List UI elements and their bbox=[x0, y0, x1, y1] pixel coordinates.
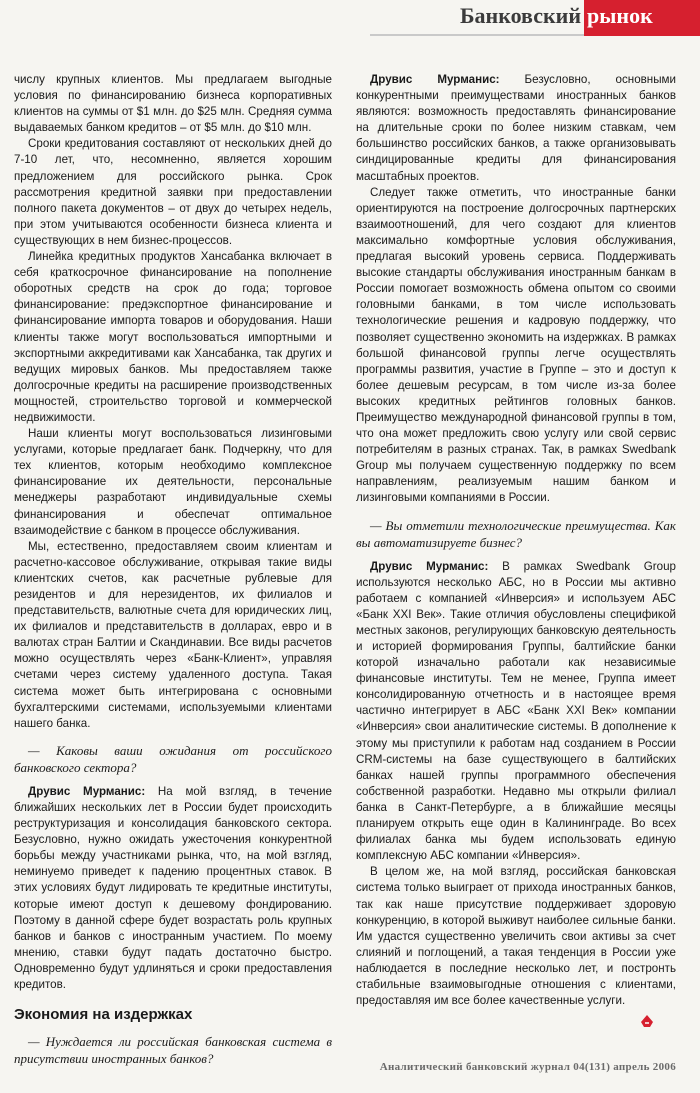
paragraph: числу крупных клиентов. Мы предлагаем выгодные условия по финансированию бизнеса корпоративных клиентов на суммы от $1 млн. до $25 млн. Средняя сумма выдаваемых банком кредитов – от $5 млн. до $10 млн. bbox=[14, 73, 332, 135]
right-column bbox=[356, 72, 676, 1009]
paragraph: Мы, естественно, предоставляем своим клиентам и расчетно-кассовое обслуживание, открывая такие виды клиентских счетов, как расчетные рублевые для резидентов и для нерезидентов, их филиалов и представительств, валютные счета для юридических лиц, их филиалов и представительств в долларах, евро и в валютах стран Балтии и Скандинавии. Все виды расчетов можно осуществлять через «Банк-Клиент», управляя счетами через систему удаленного доступа. Такая система может быть интегрирована с основными бухгалтерскими системами, используемыми клиентами нашего банка. bbox=[14, 539, 332, 730]
interview-question: — Нуждается ли российская банковская система в присутствии иностранных банков? bbox=[14, 1034, 332, 1067]
answer-paragraph bbox=[356, 559, 676, 865]
paragraph: Наши клиенты могут воспользоваться лизинговыми услугами, которые предлагает банк. Подчеркну, что для тех клиентов, которым необходимо комплексное финансирование их деятельности, персональные менеджеры разработают индивидуальные схемы финансирования и обеспечат оптимальное взаимодействие с банком в процессе обслуживания. bbox=[14, 427, 332, 537]
interview-question: — Вы отметили технологические преимущества. Как вы автоматизируете бизнес? bbox=[356, 517, 676, 550]
speaker-name: Друвис Мурманис: bbox=[370, 559, 489, 573]
speaker-name: Друвис Мурманис: bbox=[370, 73, 500, 86]
rubric-part1: Банковский bbox=[370, 0, 584, 36]
paragraph: Следует также отметить, что иностранные банки ориентируются на построение долгосрочных партнерских взаимоотношений, для чего создают для клиентов максимально комфортные условия обслуживания, предлагая высокий уровень сервиса. Поддерживать высокие стандарты обслуживания иностранным банкам в России помогает возможность обмена опытом со своими головными банками, в том числе использовать технологические решения и кадровую поддержку, что позволяет существенно экономить на издержках. В рамках большой финансовой группы легче осуществлять программы развития, участие в Группе – это и доступ к более дешевым ресурсам, в том числе из-за более высоких кредитных рейтингов головных банков. Преимущество международной финансовой группы в том, что она может предложить свою услугу или свой сервис потребителям в разных странах. Так, в рамках Swedbank Group мы получаем существенную поддержку по всем направлениям, реализуемым нашим банком и лизинговыми компаниями в России. bbox=[356, 185, 676, 505]
answer-text: Безусловно, основными конкурентными преимуществами иностранных банков являются: возможность предоставлять финансирование на длительные сроки по более низким ставкам, чем большинство российских банков, а также организовывать синдицированные кредиты для финансирования масштабных проектов. bbox=[356, 73, 676, 183]
paragraph: Сроки кредитования составляют от нескольких дней до 7-10 лет, что, несомненно, является хорошим предложением для российского рынка. Срок рассмотрения кредитной заявки при предоставлении полного пакета документов – от двух до четырех недель, при этом учитываются особенности бизнеса клиента и существующих в нем бизнес-процессов. bbox=[14, 137, 332, 247]
answer-paragraph bbox=[14, 784, 332, 993]
rubric-part2: рынок bbox=[584, 0, 700, 36]
answer-paragraph bbox=[356, 72, 676, 185]
speaker-name: Друвис Мурманис: bbox=[28, 784, 146, 798]
answer-text: На мой взгляд, в течение ближайших нескольких лет в России будет происходить реструктуризация и консолидация банковского сектора. Безусловно, нужно ожидать ужесточения конкурентной борьбы между участниками рынка, что, на мой взгляд, неминуемо приведет к падению процентных ставок. В этих условиях будут лидировать те кредитные институты, которые имеют доступ к дешевому фондированию. Поэтому в данной сфере будет возрастать роль крупных банков и банков с иностранным участием. По моему мнению, ставки будут падать достаточно быстро. Одновременно будут удлиняться и сроки предоставления кредитов. bbox=[14, 784, 332, 991]
end-mark-icon bbox=[640, 1014, 654, 1028]
answer-text: В рамках Swedbank Group используются несколько АБС, но в России мы активно работаем с компанией «Инверсия» и используем АБС «Банк XXI Век». Такие отличия обусловлены спецификой местных законов, регулирующих банковскую деятельность и историей формирования Группы, балтийские банки которой изначально работали как независимые финансовые институты. Тем не менее, Группа имеет консолидированную отчетность и в настоящее время частично интегрирует в АБС «Банк XXI Век» компании «Инверсия» свои аналитические системы. В дополнение к этому мы приступили к работам над созданием в России CRM-системы на базе существующего в балтийских банках нашей группы программного обеспечения собственной разработки. Недавно мы открыли филиал банка в Санкт-Петербурге, а в ближайшие месяцы планируем открыть еще один в Калининграде. Во всех филиалах банка мы будем использовать единую комплексную АБС компании «Инверсия». bbox=[356, 559, 676, 863]
subheading: Экономия на издержках bbox=[14, 1006, 193, 1024]
section-rubric bbox=[370, 0, 700, 36]
paragraph: В целом же, на мой взгляд, российская банковская система только выиграет от прихода иностранных банков, так как наше присутствие поддерживает здоровую конкуренцию, в которой выживут наиболее сильные банки. Им удастся существенно увеличить свои активы за счет слияний и поглощений, а такая тенденция в России уже наблюдается в последние несколько лет, и постронть стабильные взаимовыгодные отношения с клиентами, предоставляя им все более качественные услуги. bbox=[356, 865, 676, 1008]
paragraph: Линейка кредитных продуктов Хансабанка включает в себя краткосрочное финансирование на пополнение оборотных средств на срок до года; торговое финансирование: предэкспортное финансирование и финансирование импорта товаров и оборудования. Наши клиенты также могут воспользоваться импортными и экспортными аккредитивами как Хансабанка, так других и ведущих мировых банков. Мы предоставляем также долгосрочные кредиты на расширение производственных мощностей, строительство торговой и коммерческой недвижимости. bbox=[14, 250, 332, 424]
page-footer: Аналитический банковский журнал 04(131) апрель 2006 bbox=[379, 1061, 676, 1073]
left-column bbox=[14, 72, 332, 1075]
interview-question: — Каковы ваши ожидания от российского банковского сектора? bbox=[14, 742, 332, 775]
